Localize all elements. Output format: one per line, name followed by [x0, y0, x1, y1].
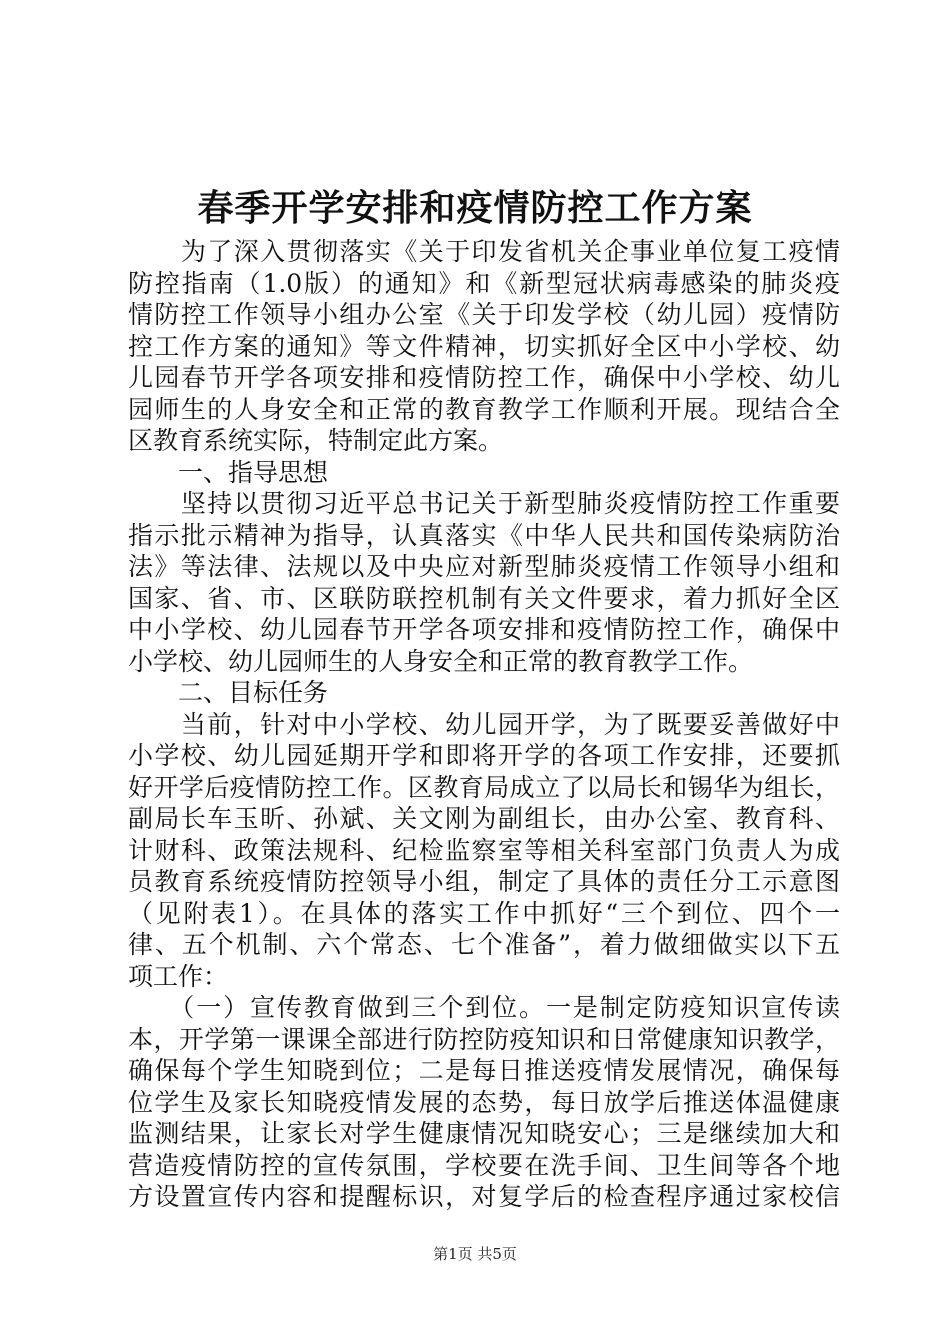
body-line: 中小学校、幼儿园春节开学各项安排和疫情防控工作，确保中 — [128, 615, 840, 644]
body-line: 计财科、政策法规科、纪检监察室等相关科室部门负责人为成 — [128, 835, 840, 865]
body-line: 国家、省、市、区联防联控机制有关文件要求，着力抓好全区 — [128, 583, 840, 613]
body-line: 好开学后疫情防控工作。区教育局成立了以局长和锡华为组长， — [128, 772, 840, 802]
body-line: 指示批示精神为指导，认真落实《中华人民共和国传染病防治 — [128, 520, 840, 550]
body-line: 律、五个机制、六个常态、七个准备”，着力做细做实以下五 — [128, 930, 840, 959]
section-heading: 一、指导思想 — [128, 457, 329, 487]
body-line: 小学校、幼儿园延期开学和即将开学的各项工作安排，还要抓 — [128, 741, 840, 770]
body-line: 区教育系统实际，特制定此方案。 — [128, 426, 504, 455]
body-line: 为了深入贯彻落实《关于印发省机关企事业单位复工疫情 — [128, 237, 840, 266]
body-line: （见附表1）。在具体的落实工作中抓好“三个到位、四个一 — [128, 898, 840, 928]
body-line: 控工作方案的通知》等文件精神，切实抓好全区中小学校、幼 — [128, 331, 840, 361]
body-line: 防控指南（1.0版）的通知》和《新型冠状病毒感染的肺炎疫 — [128, 268, 840, 298]
body-line: 监测结果，让家长对学生健康情况知晓安心；三是继续加大和 — [128, 1119, 840, 1148]
body-line: 位学生及家长知晓疫情发展的态势，每日放学后推送体温健康 — [128, 1087, 840, 1117]
body-line: 园师生的人身安全和正常的教育教学工作顺利开展。现结合全 — [128, 394, 840, 424]
body-line: 确保每个学生知晓到位；二是每日推送疫情发展情况，确保每 — [128, 1056, 840, 1085]
body-line: 营造疫情防控的宣传氛围，学校要在洗手间、卫生间等各个地 — [128, 1150, 840, 1180]
body-line: 当前，针对中小学校、幼儿园开学，为了既要妥善做好中 — [128, 709, 840, 739]
body-line: 法》等法律、法规以及中央应对新型肺炎疫情工作领导小组和 — [128, 552, 840, 581]
body-line: 员教育系统疫情防控领导小组，制定了具体的责任分工示意图 — [128, 867, 840, 896]
page-number-footer: 第1页 共5页 — [433, 1245, 517, 1263]
body-line: 坚持以贯彻习近平总书记关于新型肺炎疫情防控工作重要 — [128, 489, 840, 518]
body-line: 方设置宣传内容和提醒标识，对复学后的检查程序通过家校信 — [128, 1182, 840, 1211]
section-heading: 二、目标任务 — [128, 678, 329, 707]
body-line: （一）宣传教育做到三个到位。一是制定防疫知识宣传读 — [128, 993, 840, 1022]
body-line: 小学校、幼儿园师生的人身安全和正常的教育教学工作。 — [128, 646, 754, 676]
document-body — [128, 236, 840, 1213]
body-line: 项工作： — [128, 961, 229, 991]
body-line: 本，开学第一课课全部进行防控防疫知识和日常健康知识教学， — [128, 1024, 840, 1054]
body-line: 副局长车玉昕、孙斌、关文刚为副组长，由办公室、教育科、 — [128, 804, 840, 833]
body-line: 情防控工作领导小组办公室《关于印发学校（幼儿园）疫情防 — [128, 300, 840, 329]
body-line: 儿园春节开学各项安排和疫情防控工作，确保中小学校、幼儿 — [128, 363, 840, 392]
document-title: 春季开学安排和疫情防控工作方案 — [197, 187, 753, 229]
